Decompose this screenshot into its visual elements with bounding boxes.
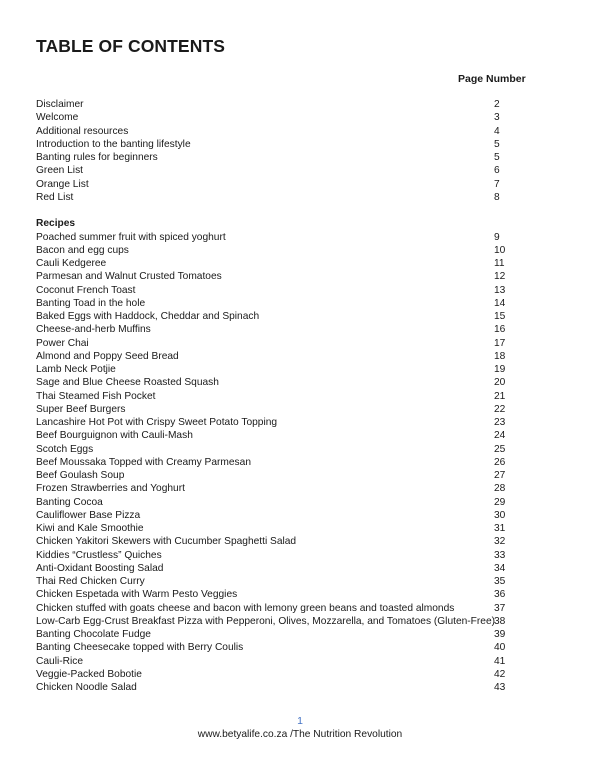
toc-entry	[36, 469, 506, 482]
toc-entry-page: 12	[494, 271, 506, 283]
toc-entry	[36, 164, 506, 177]
toc-entry-page: 13	[494, 284, 506, 296]
toc-entry	[36, 429, 506, 442]
toc-entry	[36, 178, 506, 191]
toc-entry-title: Banting Cocoa	[36, 496, 103, 508]
toc-entry	[36, 615, 506, 628]
toc-entry	[36, 668, 506, 681]
toc-entry-page: 6	[494, 165, 500, 177]
toc-entry	[36, 628, 506, 641]
toc-entry-title: Banting Chocolate Fudge	[36, 629, 151, 640]
toc-entry	[36, 244, 506, 257]
toc-entry	[36, 284, 506, 297]
toc-entry-page: 10	[494, 244, 506, 256]
toc-entry-page: 30	[494, 509, 506, 521]
toc-entry-title: Red List	[36, 191, 74, 203]
toc-entry-page: 31	[494, 523, 506, 534]
toc-entry	[36, 151, 506, 164]
toc-entry	[36, 602, 506, 615]
toc-entry-page: 23	[494, 417, 506, 428]
toc-entry-page: 4	[494, 125, 500, 137]
toc-entry-title: Anti-Oxidant Boosting Salad	[36, 562, 164, 574]
toc-entry-page: 28	[494, 483, 506, 495]
recipes-heading: Recipes	[36, 218, 76, 230]
toc-entry-page: 39	[494, 629, 506, 640]
toc-entry-page: 29	[494, 496, 506, 508]
front-matter-section	[36, 98, 506, 204]
toc-entry	[36, 231, 506, 244]
toc-entry-title: Beef Goulash Soup	[36, 470, 125, 481]
toc-entry-page: 36	[494, 589, 506, 601]
toc-entry-title: Beef Moussaka Topped with Creamy Parmesan	[36, 456, 251, 468]
toc-entry-title: Chicken Espetada with Warm Pesto Veggies	[36, 589, 238, 601]
toc-entry-title: Sage and Blue Cheese Roasted Squash	[36, 377, 219, 389]
toc-entry	[36, 403, 506, 416]
toc-entry-title: Bacon and egg cups	[36, 244, 129, 256]
toc-entry-title: Thai Red Chicken Curry	[36, 576, 145, 587]
toc-list	[36, 98, 506, 694]
toc-entry	[36, 522, 506, 535]
toc-entry	[36, 297, 506, 310]
toc-entry	[36, 641, 506, 654]
toc-entry-page: 5	[494, 152, 500, 163]
footer-text: www.betyalife.co.za /The Nutrition Revolution	[197, 729, 403, 740]
toc-entry-title: Lamb Neck Potjie	[36, 364, 116, 375]
toc-entry-title: Chicken stuffed with goats cheese and bacon with lemony green beans and toasted almonds	[36, 602, 455, 614]
page-title: TABLE OF CONTENTS	[36, 36, 226, 56]
toc-entry-title: Chicken Yakitori Skewers with Cucumber Spaghetti Salad	[36, 536, 297, 548]
toc-entry-title: Orange List	[36, 178, 89, 190]
toc-entry	[36, 98, 506, 111]
toc-entry-title: Almond and Poppy Seed Bread	[36, 350, 179, 362]
toc-entry-page: 43	[494, 682, 506, 693]
toc-entry-title: Beef Bourguignon with Cauli-Mash	[36, 430, 193, 442]
toc-entry	[36, 496, 506, 509]
toc-entry-page: 24	[494, 430, 506, 442]
toc-entry-page: 35	[494, 576, 506, 587]
toc-entry-title: Thai Steamed Fish Pocket	[36, 390, 156, 402]
recipes-section	[36, 231, 506, 695]
toc-entry-page: 26	[494, 456, 506, 468]
toc-entry-title: Additional resources	[36, 125, 129, 137]
toc-entry	[36, 363, 506, 376]
toc-entry-title: Scotch Eggs	[36, 443, 94, 455]
toc-entry	[36, 350, 506, 363]
page-number-column-header: Page Number	[458, 73, 526, 85]
toc-entry-page: 27	[494, 470, 506, 481]
toc-entry-title: Disclaimer	[36, 99, 84, 110]
toc-entry-title: Kiwi and Kale Smoothie	[36, 523, 144, 534]
toc-entry-title: Green List	[36, 165, 83, 177]
toc-entry-page: 33	[494, 549, 506, 561]
toc-entry	[36, 456, 506, 469]
toc-entry-page: 7	[494, 178, 500, 190]
toc-entry-title: Low-Carb Egg-Crust Breakfast Pizza with Pepperoni, Olives, Mozzarella, and Tomatoes (Gluten-Free)	[36, 615, 496, 627]
toc-entry-title: Cauliflower Base Pizza	[36, 509, 141, 521]
toc-entry-page: 42	[494, 668, 506, 680]
toc-entry	[36, 111, 506, 124]
toc-entry	[36, 416, 506, 429]
toc-entry-title: Banting Toad in the hole	[36, 297, 146, 309]
toc-entry	[36, 655, 506, 668]
toc-entry	[36, 138, 506, 151]
toc-entry-page: 8	[494, 191, 500, 203]
toc-entry-title: Frozen Strawberries and Yoghurt	[36, 483, 185, 495]
toc-entry-title: Veggie-Packed Bobotie	[36, 668, 142, 680]
toc-entry-title: Cauli Kedgeree	[36, 258, 107, 269]
toc-entry	[36, 390, 506, 403]
toc-entry-title: Welcome	[36, 112, 79, 124]
toc-entry-page: 11	[494, 258, 505, 269]
toc-entry-page: 16	[494, 324, 506, 336]
toc-entry	[36, 310, 506, 323]
toc-entry	[36, 125, 506, 138]
footer-page-number: 1	[297, 715, 303, 727]
toc-entry-page: 37	[494, 602, 506, 614]
toc-entry	[36, 191, 506, 204]
toc-entry	[36, 562, 506, 575]
toc-entry	[36, 575, 506, 588]
toc-entry-title: Banting rules for beginners	[36, 152, 158, 163]
toc-entry	[36, 376, 506, 389]
toc-entry-page: 40	[494, 642, 506, 654]
toc-entry-page: 25	[494, 443, 506, 455]
toc-entry-page: 3	[494, 112, 500, 124]
toc-entry-title: Cauli-Rice	[36, 655, 83, 667]
toc-entry-page: 38	[494, 615, 506, 627]
toc-entry-title: Cheese-and-herb Muffins	[36, 324, 151, 336]
toc-entry-page: 15	[494, 311, 506, 322]
toc-entry-page: 5	[494, 138, 500, 150]
toc-entry	[36, 443, 506, 456]
toc-entry-title: Super Beef Burgers	[36, 403, 126, 415]
toc-entry-page: 20	[494, 377, 506, 389]
toc-entry	[36, 482, 506, 495]
toc-entry-title: Poached summer fruit with spiced yoghurt	[36, 231, 226, 243]
toc-entry-page: 2	[494, 99, 500, 110]
toc-entry-page: 19	[494, 364, 506, 375]
toc-entry-page: 21	[494, 390, 506, 402]
toc-entry-title: Chicken Noodle Salad	[36, 682, 137, 693]
toc-entry-page: 14	[494, 297, 506, 309]
toc-entry-title: Introduction to the banting lifestyle	[36, 138, 191, 150]
toc-entry-title: Power Chai	[36, 337, 89, 349]
toc-entry	[36, 323, 506, 336]
toc-entry-page: 41	[494, 655, 506, 667]
toc-entry-page: 32	[494, 536, 506, 548]
toc-entry-title: Banting Cheesecake topped with Berry Coulis	[36, 642, 244, 654]
toc-entry-title: Lancashire Hot Pot with Crispy Sweet Potato Topping	[36, 417, 278, 428]
toc-entry-page: 34	[494, 562, 506, 574]
toc-entry	[36, 681, 506, 694]
toc-entry	[36, 270, 506, 283]
toc-entry	[36, 257, 506, 270]
toc-entry	[36, 549, 506, 562]
toc-entry	[36, 337, 506, 350]
toc-entry-page: 18	[494, 350, 506, 362]
toc-entry-title: Coconut French Toast	[36, 284, 136, 296]
toc-entry-title: Baked Eggs with Haddock, Cheddar and Spinach	[36, 311, 260, 322]
toc-entry-title: Parmesan and Walnut Crusted Tomatoes	[36, 271, 222, 283]
toc-entry-page: 17	[494, 337, 506, 349]
toc-entry-page: 22	[494, 403, 506, 415]
section-spacer	[36, 204, 506, 217]
toc-entry	[36, 588, 506, 601]
toc-entry-page: 9	[494, 231, 500, 243]
toc-entry-title: Kiddies “Crustless” Quiches	[36, 549, 162, 561]
toc-entry	[36, 535, 506, 548]
toc-entry	[36, 509, 506, 522]
